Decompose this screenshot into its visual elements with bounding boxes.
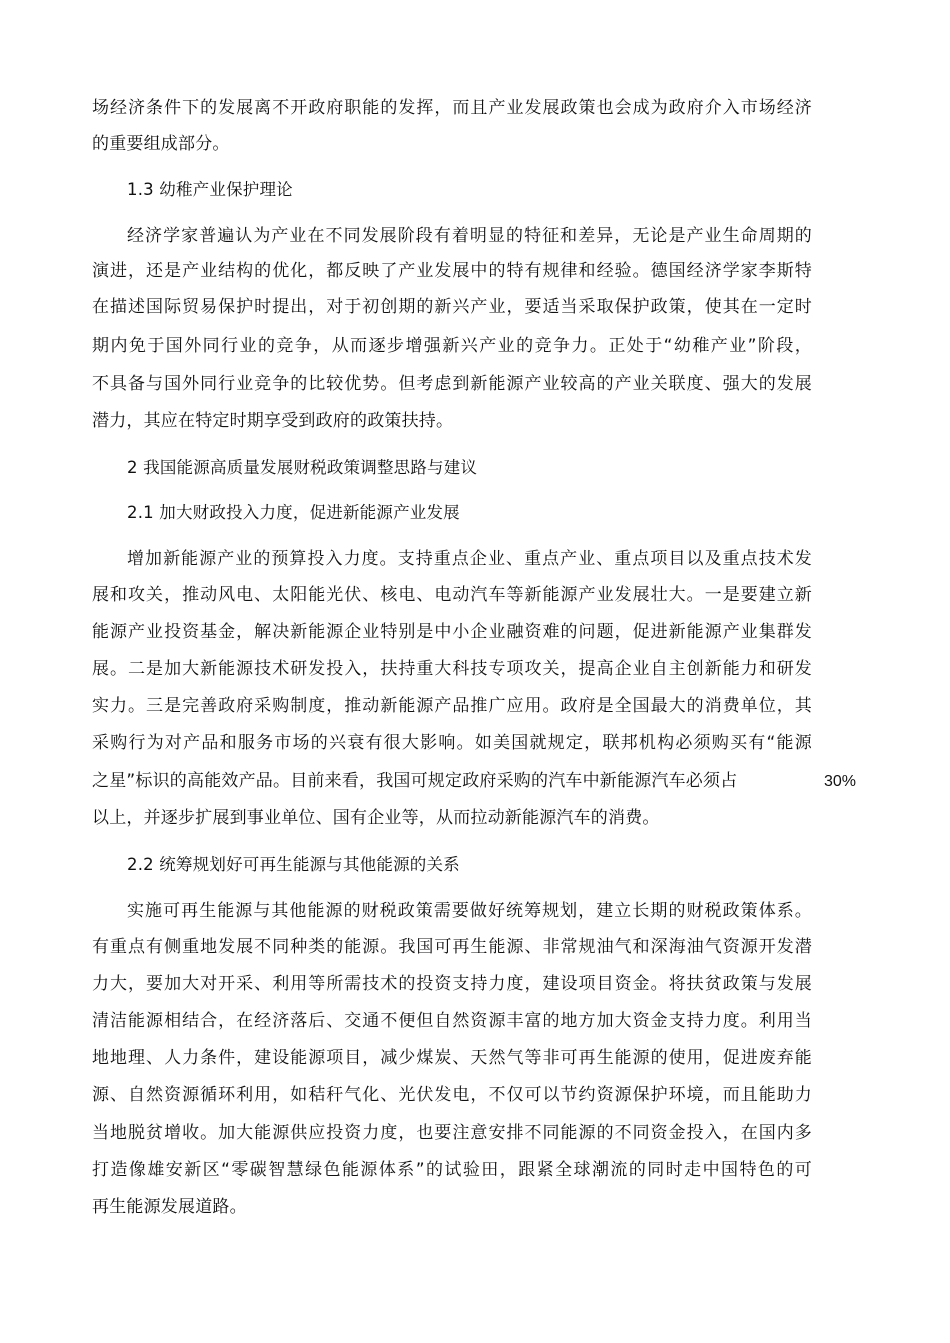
paragraph-line: 打造像雄安新区“零碳智慧绿色能源体系”的试验田，跟紧全球潮流的同时走中国特色的可 [92, 1160, 812, 1180]
paragraph-line: 能源产业投资基金，解决新能源企业特别是中小企业融资难的问题，促进新能源产业集群发 [92, 622, 812, 642]
section-heading: 2 我国能源高质量发展财税政策调整思路与建议 [127, 458, 478, 477]
paragraph-line: 场经济条件下的发展离不开政府职能的发挥，而且产业发展政策也会成为政府介入市场经济 [92, 98, 812, 118]
paragraph-line: 期内免于国外同行业的竞争，从而逐步增强新兴产业的竞争力。正处于“幼稚产业”阶段， [92, 336, 812, 356]
paragraph-line: 源、自然资源循环利用，如秸秆气化、光伏发电，不仅可以节约资源保护环境，而且能助力 [92, 1085, 812, 1105]
section-heading: 1.3 幼稚产业保护理论 [127, 180, 293, 199]
paragraph-line: 不具备与国外同行业竞争的比较优势。但考虑到新能源产业较高的产业关联度、强大的发展 [92, 374, 812, 394]
paragraph-line: 经济学家普遍认为产业在不同发展阶段有着明显的特征和差异，无论是产业生命周期的 [127, 226, 812, 246]
paragraph-line: 有重点有侧重地发展不同种类的能源。我国可再生能源、非常规油气和深海油气资源开发潜 [92, 937, 812, 957]
paragraph-line: 演进，还是产业结构的优化，都反映了产业发展中的特有规律和经验。德国经济学家李斯特 [92, 261, 812, 281]
paragraph-line: 增加新能源产业的预算投入力度。支持重点企业、重点产业、重点项目以及重点技术发 [127, 549, 812, 569]
paragraph-line: 实力。三是完善政府采购制度，推动新能源产品推广应用。政府是全国最大的消费单位，其 [92, 696, 812, 716]
paragraph-line: 实施可再生能源与其他能源的财税政策需要做好统筹规划，建立长期的财税政策体系。 [127, 901, 812, 921]
paragraph-line: 在描述国际贸易保护时提出，对于初创期的新兴产业，要适当采取保护政策，使其在一定时 [92, 297, 812, 317]
paragraph-line: 清洁能源相结合，在经济落后、交通不便但自然资源丰富的地方加大资金支持力度。利用当 [92, 1011, 812, 1031]
paragraph-line: 地地理、人力条件，建设能源项目，减少煤炭、天然气等非可再生能源的使用，促进废弃能 [92, 1048, 812, 1068]
paragraph-line: 采购行为对产品和服务市场的兴衰有很大影响。如美国就规定，联邦机构必须购买有“能源 [92, 733, 812, 753]
section-heading: 2.2 统筹规划好可再生能源与其他能源的关系 [127, 855, 460, 874]
paragraph-line: 展和攻关，推动风电、太阳能光伏、核电、电动汽车等新能源产业发展壮大。一是要建立新 [92, 585, 812, 605]
paragraph-line: 之星”标识的高能效产品。目前来看，我国可规定政府采购的汽车中新能源汽车必须占 [92, 771, 738, 791]
paragraph-line: 的重要组成部分。 [92, 134, 230, 154]
section-heading: 2.1 加大财政投入力度，促进新能源产业发展 [127, 503, 460, 522]
paragraph-line: 展。二是加大新能源技术研发投入，扶持重大科技专项攻关，提高企业自主创新能力和研发 [92, 659, 812, 679]
paragraph-line: 再生能源发展道路。 [92, 1197, 247, 1217]
paragraph-line: 潜力，其应在特定时期享受到政府的政策扶持。 [92, 411, 454, 431]
paragraph-line: 以上，并逐步扩展到事业单位、国有企业等，从而拉动新能源汽车的消费。 [92, 808, 660, 828]
percentage-value: 30% [824, 773, 857, 790]
paragraph-line: 力大，要加大对开采、利用等所需技术的投资支持力度，建设项目资金。将扶贫政策与发展 [92, 974, 812, 994]
paragraph-line: 当地脱贫增收。加大能源供应投资力度，也要注意安排不同能源的不同资金投入，在国内多 [92, 1123, 812, 1143]
